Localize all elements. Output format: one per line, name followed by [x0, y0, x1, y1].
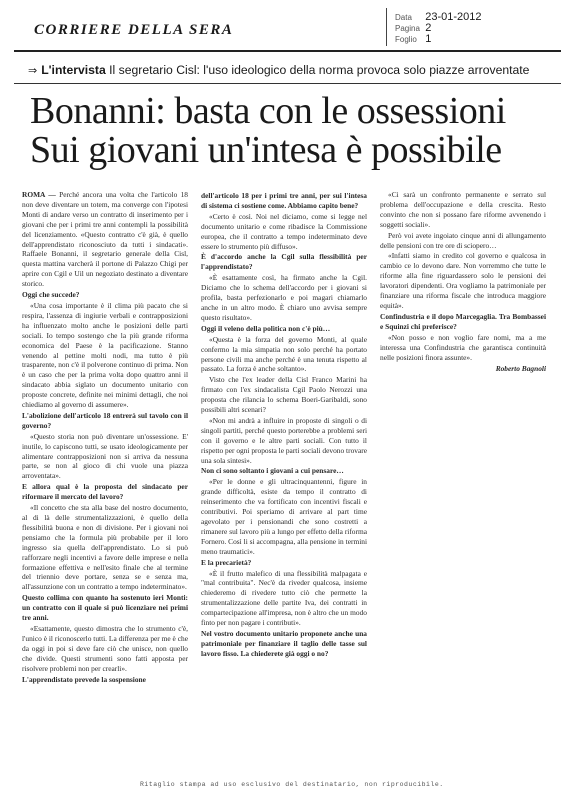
article-paragraph — [22, 190, 188, 289]
meta-row-sheet — [395, 33, 431, 45]
masthead — [14, 8, 561, 48]
article-column-3 — [380, 190, 546, 375]
headline-line-2: Sui giovani un'intesa è possibile — [30, 129, 502, 171]
article-paragraph: «Ci sarà un confronto permanente e serrato sul problema dell'occupazione e della crescita. Resto convinto che non si possano fare riforme avvenendo i soggetti sociali». — [380, 190, 546, 229]
interview-question: E la precarietà? — [201, 557, 252, 567]
kicker-text: Il segretario Cisl: l'uso ideologico della norma provoca solo piazze arroventate — [105, 63, 530, 77]
article-column-2 — [201, 190, 367, 660]
article-paragraph: «Il concetto che sta alla base del nostro documento, al di là delle strumentalizzazioni, è quello della flessibilità buona e non di divisione. Per i giovani noi pensiamo che la formula più probabile per il loro ingresso sia quella dell'apprendistato. Lo si può rafforzare negli incentivi a favore delle imprese e nella formazione effettiva e nell'esito finale che al termine del triennio deve portare, senza se e senza ma, all'assunzione con un contratto a tempo indeterminato». — [22, 503, 188, 592]
meta-value: 1 — [425, 33, 432, 45]
kicker-rule — [14, 83, 561, 84]
article-column-1 — [22, 190, 188, 685]
footer-note: Ritaglio stampa ad uso esclusivo del destinatario, non riproducibile. — [140, 781, 444, 788]
article-paragraph: «Esattamente, questo dimostra che lo strumento c'è, l'unico è il riconoscerlo tutti. La differenza per me è che da oggi in poi si deve fare ciò che unisce, non quello che divide. Questi strumenti sono fatti apposta per risolvere problemi non per crearli». — [22, 623, 188, 673]
newspaper-logo: CORRIERE DELLA SERA — [34, 22, 234, 38]
headline-line-1: Bonanni: basta con le ossessioni — [30, 90, 506, 132]
interview-question: L'apprendistato prevede la sospensione — [22, 674, 146, 684]
article-paragraph: «È esattamente così, ha firmato anche la Cgil. Diciamo che lo schema dell'accordo per i giovani si profila, basta perfezionarlo e poi magari chiamarlo anche in un altro modo. È chiaro uno avvisa sempre questo risultato». — [201, 273, 367, 322]
interview-question: L'abolizione dell'articolo 18 entrerà sul tavolo con il governo? — [22, 410, 188, 430]
article-paragraph: «Questa è la forza del governo Monti, al quale confermo la mia simpatia non solo perché ha portato persone civili ma anche perché è una tenuta rispetto al passato. La forza è anche soltanto». — [201, 334, 367, 374]
article-paragraph: «Questo storia non può diventare un'ossessione. E' inutile, lo capiscono tutti, se usato ideologicamente per alimentare contrapposizioni non si arriva da nessuna parte, se non al gioco di chi vuole una piazza arroventata». — [22, 431, 188, 481]
article-paragraph: «Infatti siamo in credito col governo e qualcosa in cambio ce lo devono dare. Non vorremmo che tutte le riforme alla fine riguardassero solo le pensioni dei lavoratori dipendenti. Ora vogliamo la patrimoniale per finanziare una riforma fiscale che introduca maggiore equità». — [380, 251, 546, 310]
article-paragraph: «Una cosa importante è il clima più pacato che si respira, l'assenza di ingiurie verbali e contrapposizioni ha influenzato molto anche le posizioni delle parti sociali. Io tempo sostengo che la più grande riforma economica del Paese è la pacificazione. Stanno venendo al pettine molti nodi, ma tutto è più trasparente, non c'è il polverone continuo di prima. Non è un caso che per la prima volta dopo quattro anni il sindacato abbia siglato un documento unitario con proposte concrete, definite nei minimi dettagli, che noi chiediamo al governo di assumere». — [22, 300, 188, 410]
article-paragraph: «Non posso e non voglio fare nomi, ma a me interessa una Confindustria che garantisca continuità nelle posizioni finora assunte». — [380, 332, 546, 362]
interview-question: Non ci sono soltanto i giovani a cui pensare… — [201, 466, 344, 476]
kicker — [28, 63, 548, 77]
meta-key: Pagina — [395, 24, 420, 33]
article-paragraph: Visto che l'ex leader della Cisl Franco Marini ha firmato con l'ex sindacalista Cgil Paolo Nerozzi una proposta che rilancia lo schema Boeri-Garibaldi, sono possibili altri scenari? — [201, 375, 367, 415]
article-paragraph: «Non mi andrà a influire in proposte di singoli o di singoli partiti, perché questo porterebbe a problemi seri con il governo e le altre parti sociali. Con tutto il rispetto per ogni proposta le parti sociali devono trovare una sola sintesi». — [201, 415, 367, 465]
interview-question: E allora qual è la proposta del sindacato per riformare il mercato del lavoro? — [22, 482, 188, 502]
article-paragraph: «È il frutto malefico di una flessibilità malpagata e "mal contribuita". Nec'è da riveder qualcosa, insieme chiederemo di rivedere tutto ciò che permette la strumentalizzazione delle partite Iva, dei contratti in compartecipazione all'impresa, non è altro che un modo finto per non pagare i contributi». — [201, 568, 367, 628]
interview-question: dell'articolo 18 per i primi tre anni, per sui l'intesa di sistema ci sostiene come. Abbiamo capito bene? — [201, 191, 367, 210]
interview-question: Confindustria e il dopo Marcegaglia. Tra Bombassei e Squinzi chi preferisce? — [380, 311, 546, 331]
meta-value: 23-01-2012 — [425, 11, 482, 23]
meta-value: 2 — [425, 22, 432, 34]
interview-question: È d'accordo anche la Cgil sulla flessibilità per l'apprendistato? — [201, 252, 367, 272]
paragraph-text: Perché ancora una volta che l'articolo 18 non deve diventare un totem, ma converge con l'ipotesi Monti di andare verso un contratto di inserimento per i giovani che per i primi tre anni contempli la possibilità del licenziamento. «Questo contratto c'è già, è quello dell'apprendistato riconosciuto da tutti i sindacati». Raffaele Bonanni, il segretario generale della Cisl, questa mattina varcherà il portone di Palazzo Chigi per aprire con Cgil e Uil un negoziato destinato a diventare storico. — [22, 190, 188, 289]
dateline: ROMA — — [22, 190, 56, 199]
article-paragraph: Però voi avete ingoiato cinque anni di allungamento delle pensioni con tre ore di sciopero… — [380, 230, 546, 250]
interview-question: Oggi il veleno della polìtica non c'è più… — [201, 323, 331, 333]
meta-box — [386, 8, 562, 46]
article-paragraph: «Per le donne e gli ultracinquantenni, figure in grande difficoltà, esiste da tempo il contratto di reinserimento che va fortificato con incentivi fiscali e contributivi. Poi speriamo di arrivare al part time agevolato per i pensionandi che sono costretti a rimanere sul lavoro più a lungo per effetto della riforma Fornero. Così li si accompagna, alla pensione in termini meno traumatici». — [201, 477, 367, 556]
kicker-label: L'intervista — [41, 63, 106, 77]
byline: Roberto Bagnoli — [495, 364, 546, 374]
article-paragraph: «Certo è così. Noi nel diciamo, come si legge nel documento unitario e come ribadisce la Commissione europea, che il contratto a tempo indeterminato deve essere lo strumento più diffuso». — [201, 211, 367, 251]
interview-question: Questo collima con quanto ha sostenuto ieri Monti: un contratto con il quale si può licenziare nei primi tre anni. — [22, 593, 188, 623]
meta-key: Foglio — [395, 35, 417, 44]
headline — [30, 92, 550, 170]
top-rule — [14, 50, 561, 52]
arrow-icon: ⇒ — [28, 65, 38, 77]
interview-question: Oggi che succede? — [22, 290, 80, 300]
interview-question: Nel vostro documento unitario proponete anche una patrimoniale per finanziare il taglio delle tasse sul lavoro fisso. La chiederete già oggi o no? — [201, 628, 367, 658]
meta-key: Data — [395, 13, 412, 22]
